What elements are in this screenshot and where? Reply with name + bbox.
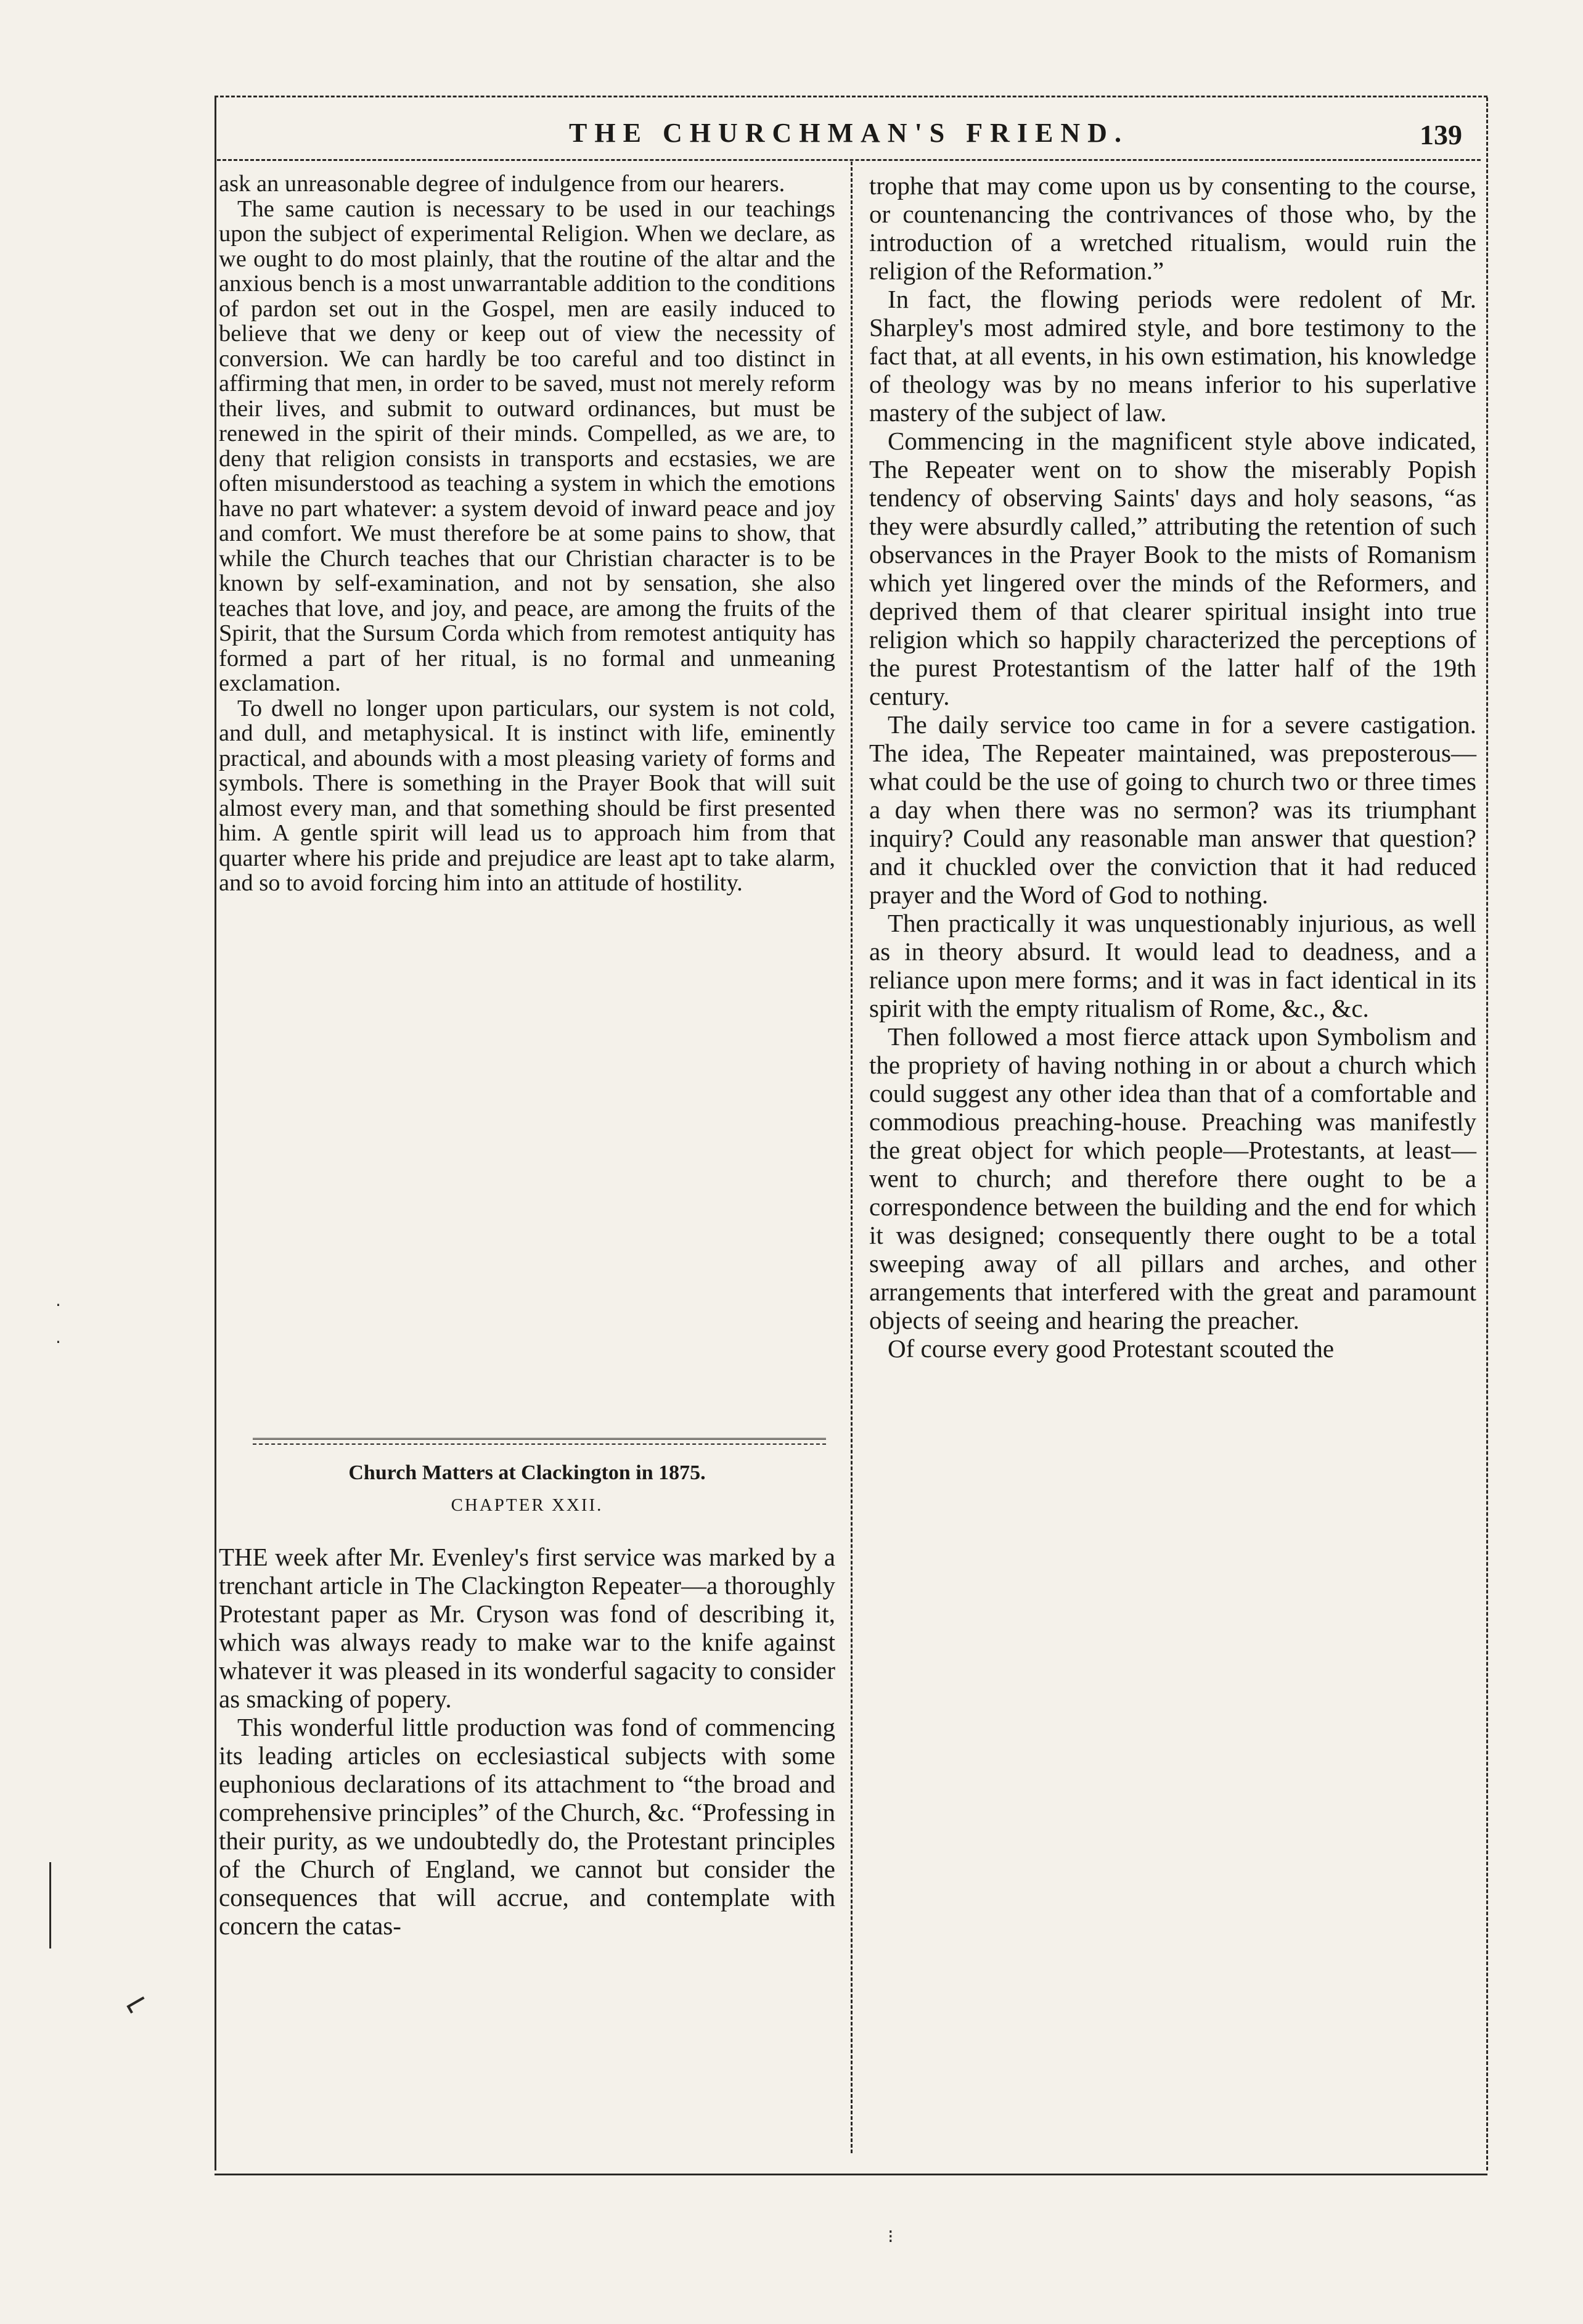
margin-mark: ⌐ bbox=[116, 1981, 157, 2026]
paragraph: The daily service too came in for a severe castigation. The idea, The Repeater maintained, was preposterous—what could be the use of going to church two or three times a day when there was no sermon? was its triumphant inquiry? Could any reasonable man answer that question? and it chuckled over the conviction that it had reduced prayer and the Word of God to nothing. bbox=[869, 710, 1476, 909]
margin-mark: · bbox=[55, 1332, 61, 1352]
margin-mark: · bbox=[55, 1295, 61, 1315]
right-column bbox=[869, 171, 1476, 1363]
paragraph: In fact, the flowing periods were redolent of Mr. Sharpley's most admired style, and bore testimony to the fact that, at all events, in his own estimation, his knowledge of theology was by no means inferior to his superlative mastery of the subject of law. bbox=[869, 285, 1476, 427]
paragraph: To dwell no longer upon particulars, our system is not cold, and dull, and metaphysical. It is instinct with life, eminently practical, and abounds with a most pleasing variety of forms and symbols. There is something in the Prayer Book that will suit almost every man, and that something should be first presented him. A gentle spirit will lead us to approach him from that quarter where his pride and prejudice are least apt to take alarm, and so to avoid forcing him into an attitude of hostility. bbox=[219, 695, 835, 896]
paragraph: Of course every good Protestant scouted the bbox=[888, 1334, 1335, 1363]
paragraph: Commencing in the magnificent style above indicated, The Repeater went on to show the miserably Popish tendency of observing Saints' days and holy seasons, “as they were absurdly called,” attributing the retention of such observances in the Prayer Book to the mists of Romanism which yet lingered over the minds of the Reformers, and deprived them of that clearer spiritual insight into true religion which so happily characterized the perceptions of the purest Protestantism of the latter half of the 19th century. bbox=[869, 427, 1476, 710]
section-divider bbox=[253, 1438, 826, 1445]
paragraph: THE week after Mr. Evenley's first service was marked by a trenchant article in The Clackington Repeater—a thoroughly Protestant paper as Mr. Cryson was fond of describing it, which was always ready to make war to the knife against whatever it was pleased in its wonderful sagacity to consider as smacking of popery. bbox=[219, 1543, 835, 1713]
margin-mark bbox=[49, 1862, 51, 1948]
running-header bbox=[217, 111, 1481, 154]
paragraph: This wonderful little production was fond of commencing its leading articles on ecclesiastical subjects with some euphonious declarations of its attachment to “the broad and comprehensive principles” of the Church, &c. “Professing in their purity, as we undoubtedly do, the Protestant principles of the Church of England, we cannot but consider the consequences that will accrue, and contemplate with concern the catas- bbox=[219, 1713, 835, 1940]
paragraph: trophe that may come upon us by consenting to the course, or countenancing the contrivances of those who, by the introduction of a wretched ritualism, would ruin the religion of the Reformation.” bbox=[869, 171, 1476, 285]
column-divider bbox=[851, 162, 853, 2153]
section-title: Church Matters at Clackington in 1875. bbox=[348, 1461, 706, 1484]
running-title: THE CHURCHMAN'S FRIEND. bbox=[569, 118, 1129, 148]
left-column bbox=[219, 171, 835, 896]
margin-mark: ⁝ bbox=[888, 2226, 894, 2248]
paragraph: The same caution is necessary to be used in our teachings upon the subject of experimental Religion. When we declare, as we ought to do most plainly, that the routine of the altar and the anxious bench is a most unwarrantable addition to the conditions of pardon set out in the Gospel, men are easily induced to believe that we deny or keep out of view the necessity of conversion. We can hardly be too careful and too distinct in affirming that men, in order to be saved, must not merely reform their lives, and submit to outward ordinances, but must be renewed in the spirit of their minds. Compelled, as we are, to deny that religion consists in transports and ecstasies, we are often misunderstood as teaching a system in which the emotions have no part whatever: a system devoid of inward peace and joy and comfort. We must therefore be at some pains to show, that while the Church teaches that our Christian character is to be known by self-examination, and not by sensation, she also teaches that love, and joy, and peace, are among the fruits of the Spirit, that the Sursum Corda which from remotest antiquity has formed a part of her ritual, is no formal and unmeaning exclamation. bbox=[219, 195, 835, 696]
page-number: 139 bbox=[1420, 119, 1462, 150]
header-rule bbox=[217, 159, 1481, 161]
paragraph: Then followed a most fierce attack upon Symbolism and the propriety of having nothing in or about a church which could suggest any other idea than that of a comfortable and commodious preaching-house. Preaching was manifestly the great object for which people—Protestants, at least—went to church; and therefore there ought to be a correspondence between the building and the end for which it was designed; consequently there ought to be a total sweeping away of all pillars and arches, and other arrangements that interfered with the great and paramount objects of seeing and hearing the preacher. bbox=[869, 1022, 1476, 1334]
left-column-lower bbox=[219, 1543, 835, 1940]
paragraph: Then practically it was unquestionably injurious, as well as in theory absurd. It would lead to deadness, and a reliance upon mere forms; and it was in fact identical in its spirit with the empty ritualism of Rome, &c., &c. bbox=[869, 909, 1476, 1022]
bottom-border-rule bbox=[215, 2174, 1487, 2175]
paragraph: ask an unreasonable degree of indulgence from our hearers. bbox=[219, 171, 785, 197]
chapter-label: CHAPTER XXII. bbox=[451, 1495, 603, 1515]
